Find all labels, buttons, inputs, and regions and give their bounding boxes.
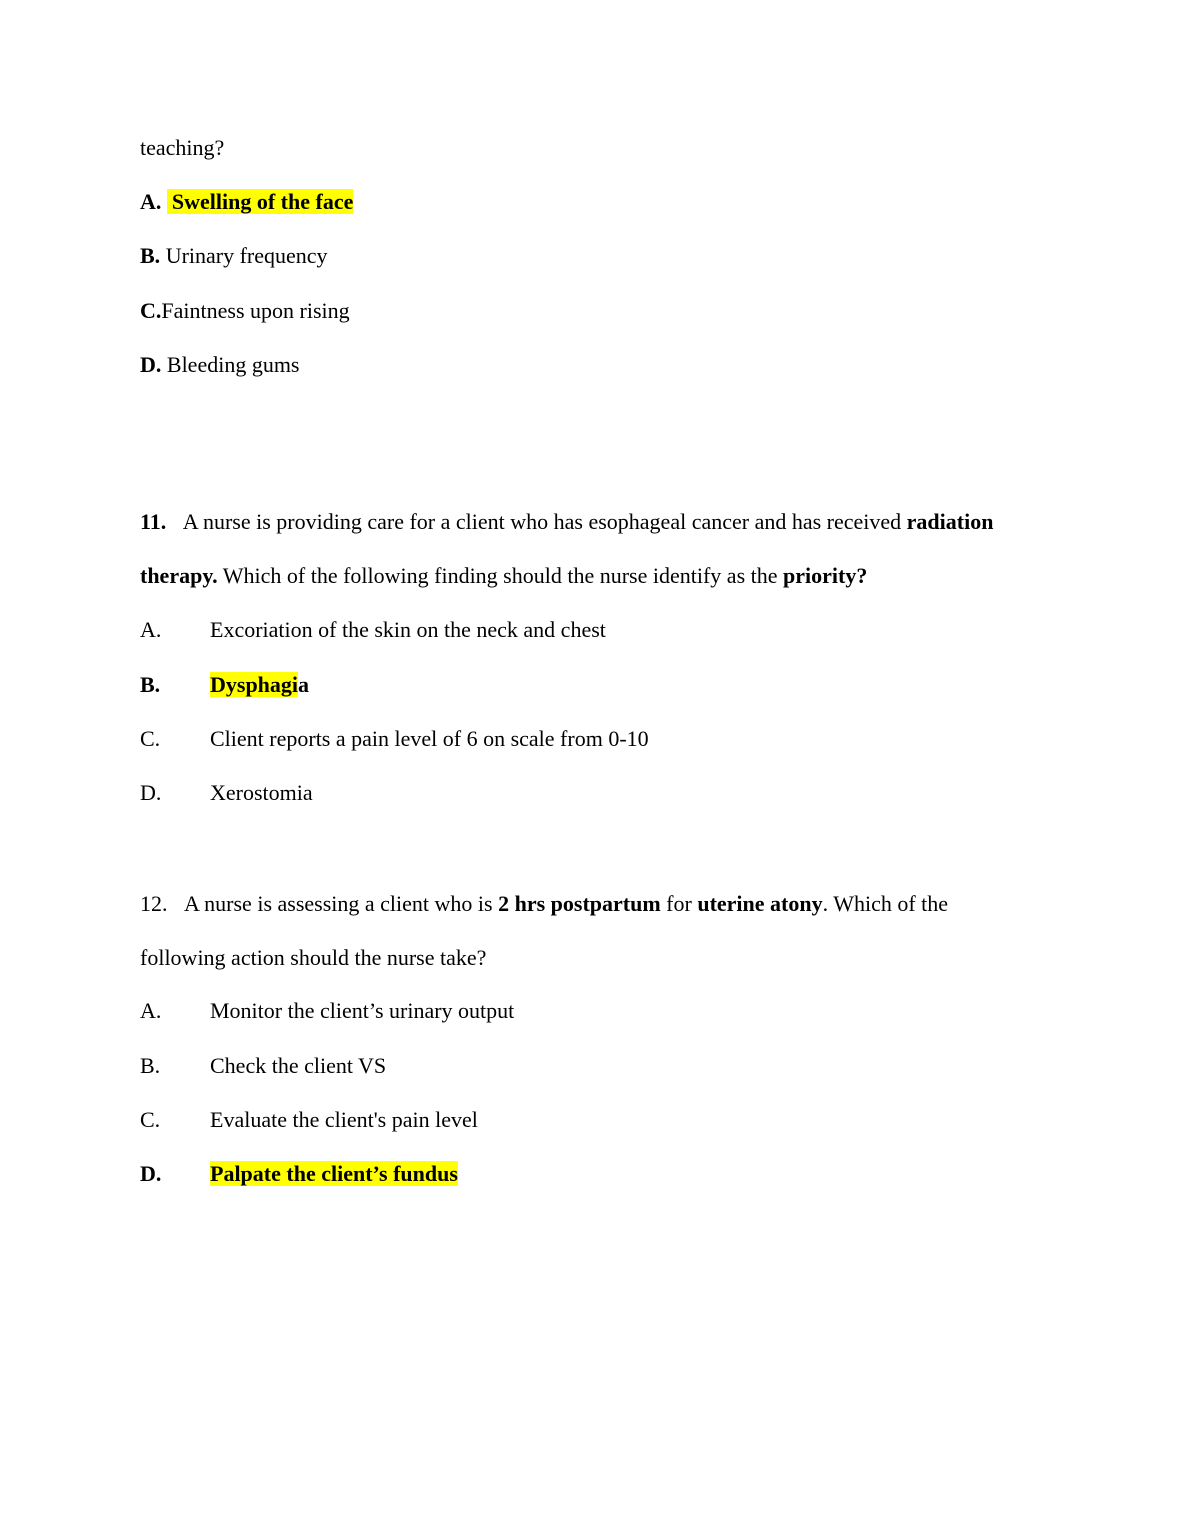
q10-option-a-text-correct: Swelling of the face [167,189,353,214]
q10-option-c-text: Faintness upon rising [161,298,350,323]
q12-option-a-letter: A. [140,998,162,1023]
q10-option-a-letter: A. [140,189,162,214]
q11-stem-bold1: radiation [906,509,994,534]
q10-option-a [140,189,353,215]
q11-option-c-text: Client reports a pain level of 6 on scale from 0-10 [210,726,649,751]
q11-stem-bold2: therapy. [140,563,218,588]
q10-option-b-text: Urinary frequency [165,243,328,268]
q11-option-d [140,780,313,806]
q12-option-b [140,1053,386,1079]
q10-option-b [140,243,328,269]
q10-option-d-letter: D. [140,352,162,377]
q11-stem-part2: Which of the following finding should the nurse identify as the [222,563,778,588]
q12-option-d [140,1161,458,1187]
q11-option-d-text: Xerostomia [210,780,313,805]
q11-option-a-text: Excoriation of the skin on the neck and chest [210,617,606,642]
q11-option-b-letter: B. [140,672,161,697]
q12-option-a [140,998,514,1024]
q11-option-d-letter: D. [140,780,162,805]
q12-option-d-letter: D. [140,1161,162,1186]
q11-option-b-text-rest: a [298,672,310,697]
q11-stem-line-2 [140,563,867,589]
q12-stem-line-1 [140,891,948,917]
q12-option-d-text-correct: Palpate the client’s fundus [210,1161,458,1186]
q12-stem-part1: A nurse is assessing a client who is [184,891,493,916]
q12-option-b-text: Check the client VS [210,1053,387,1078]
q12-stem-line-2 [140,945,486,971]
q11-option-b [140,672,309,698]
q11-option-c [140,726,649,752]
q12-number: 12. [140,891,168,916]
q11-stem-bold3: priority? [783,563,868,588]
q12-option-c-letter: C. [140,1107,161,1132]
q10-option-b-letter: B. [140,243,161,268]
q12-option-c [140,1107,478,1133]
q12-stem-bold1: 2 hrs postpartum [498,891,661,916]
q11-option-b-text-highlighted: Dysphagi [210,672,299,697]
q12-stem-line2-text: following action should the nurse take? [140,945,487,970]
q11-number: 11. [140,509,167,534]
q11-stem-line-1 [140,509,993,535]
q11-option-c-letter: C. [140,726,161,751]
q12-option-c-text: Evaluate the client's pain level [210,1107,478,1132]
q12-stem-part2: for [666,891,692,916]
q10-option-c [140,298,350,324]
q10-option-d [140,352,300,378]
q10-option-d-text: Bleeding gums [166,352,300,377]
q10-option-c-letter: C. [140,298,162,323]
q12-option-a-text: Monitor the client’s urinary output [210,998,515,1023]
q11-option-a [140,617,606,643]
q12-stem-part3: . Which of the [822,891,949,916]
q10-stem-continuation [140,135,224,161]
q12-stem-bold2: uterine atony [697,891,823,916]
q11-option-a-letter: A. [140,617,162,642]
q10-stem-text: teaching? [140,135,225,160]
q11-stem-part1: A nurse is providing care for a client who has esophageal cancer and has received [182,509,902,534]
q12-option-b-letter: B. [140,1053,161,1078]
